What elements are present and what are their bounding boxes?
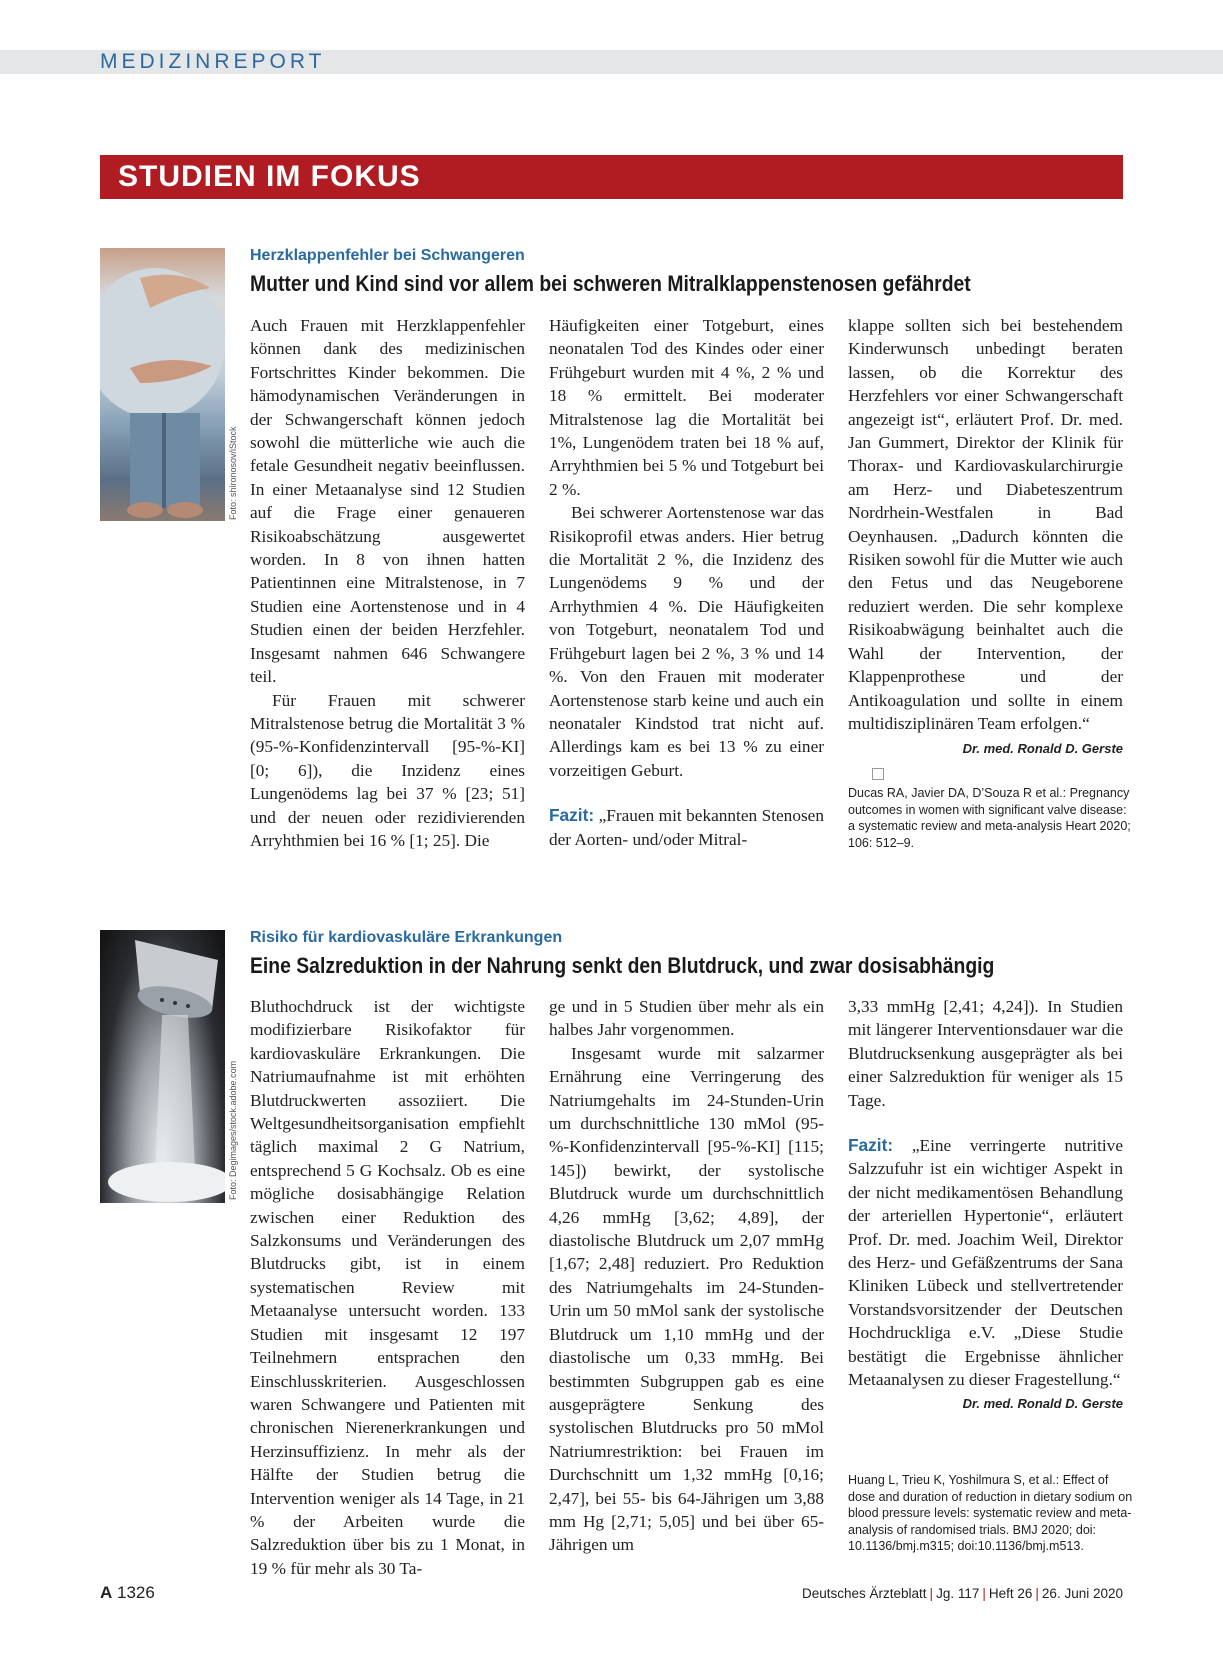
footer-citation	[802, 1586, 1123, 1601]
separator: |	[982, 1586, 986, 1601]
separator: |	[1035, 1586, 1039, 1601]
article2-kicker: Risiko für kardiovaskuläre Erkrankungen	[250, 929, 563, 946]
article2-paragraph: Insgesamt wurde mit salzarmer Ernährung eine Verringerung des Natriumgehalts im 24-Stunden-Urin um durchschnittliche 130 mMol (95-%-Konfidenzintervall [95-%-KI] [115; 145]) bewirkt, der systolische Blutdruck wurde um durchschnittlich 4,26 mmHg [3,62; 4,89], der diastolische Blutdruck um 2,07 mmHg [1,67; 2,48] reduziert. Pro Reduktion des Natriumgehalts im 24-Stunden-Urin um 50 mMol sank der systolische Blutdruck um 1,10 mmHg und der diastolische um 0,33 mmHg. Bei bestimmten Subgruppen gab es eine ausgeprägtere Senkung des systolischen Blutdrucks pro 50 mMol Natriumrestriktion: bei Frauen im Durchschnitt um 1,32 mmHg [0,16; 2,47], bei 55- bis 64-Jährigen um 3,88 mm Hg [2,71; 5,05] und bei über 65-Jährigen um	[549, 1043, 824, 1555]
photo-credit-2: Foto: Degimages/stock.adobe.com	[228, 1060, 238, 1200]
volume: Jg. 117	[936, 1586, 980, 1601]
article1-paragraph: Häufigkeiten einer Totgeburt, eines neonatalen Tod des Kindes oder einer Frühgeburt wurden mit 4 %, 2 % und 18 % ermittelt. Bei moderater Mitralstenose lag die Mortalität bei 1%, Lungenödem traten bei 18 % auf, Arryhthmien bei 5 % und Totgeburt bei 2 %.	[549, 316, 824, 499]
banner-title: STUDIEN IM FOKUS	[118, 160, 421, 193]
page-number-value: 1326	[117, 1583, 155, 1602]
banner	[100, 155, 1123, 199]
pregnancy-photo	[100, 248, 225, 521]
page-prefix: A	[100, 1583, 113, 1602]
article2-headline: Eine Salzreduktion in der Nahrung senkt den Blutdruck, und zwar dosisabhängig	[250, 953, 995, 978]
fazit-label: Fazit:	[848, 1135, 894, 1156]
issue-date: 26. Juni 2020	[1041, 1586, 1123, 1601]
article1-fazit	[549, 804, 824, 851]
issue: Heft 26	[988, 1586, 1033, 1601]
article1-paragraph: Auch Frauen mit Herzklappenfehler können dank des medizinischen Fortschrittes Kinder bekommen. Die hämodynamischen Veränderungen in der Schwangerschaft können jedoch sowohl die mütterliche wie auch die fetale Gesundheit negativ beeinflussen. In einer Metaanalyse sind 12 Studien auf die Frage einer genaueren Risikoabschätzung ausgewertet worden. In 8 von ihnen hatten Patientinnen eine Mitralstenose, in 7 Studien eine Aortenstenose und in 4 Studien einen der beiden Herzfehler. Insgesamt nahmen 646 Schwangere teil.	[250, 316, 525, 687]
pregnancy-illustration	[100, 248, 225, 521]
article1-column-1	[250, 314, 525, 852]
article2-fazit	[848, 1134, 1123, 1411]
article1-column-3	[848, 314, 1123, 761]
article1-author: Dr. med. Ronald D. Gerste	[962, 741, 1123, 757]
salt-shaker-photo	[100, 930, 225, 1203]
article1-column-2	[549, 314, 824, 851]
article2-column-1	[250, 995, 525, 1580]
salt-shaker-illustration	[100, 930, 225, 1203]
section-label: MEDIZINREPORT	[100, 50, 326, 73]
photo-credit-1: Foto: shironosov/iStock	[228, 426, 238, 520]
journal-name: Deutsches Ärzteblatt	[801, 1586, 927, 1601]
article2-column-2	[549, 995, 824, 1557]
reference-box-icon	[872, 768, 884, 780]
article2-paragraph: Bluthochdruck ist der wichtigste modifizierbare Risikofaktor für kardiovaskuläre Erkrankungen. Die Natriumaufnahme ist mit erhöhten Blutdruckwerten assoziiert. Die Weltgesundheitsorganisation empfiehlt täglich maximal 2 G Natrium, entsprechend 5 G Kochsalz. Ob es eine mögliche dosisabhängige Relation zwischen einer Reduktion des Salzkonsums und Veränderungen des Blutdrucks gibt, ist in einem systematischen Review mit Metaanalyse untersucht worden. 133 Studien mit insgesamt 12 197 Teilnehmern entsprachen den Einschlusskriterien. Ausgeschlossen waren Schwangere und Patienten mit chronischen Nierenerkrankungen und Herzinsuffizienz. In mehr als der Hälfte der Studien betrug die Intervention weniger als 14 Tage, in 21 % der Arbeiten wurde die Salzreduktion über bis zu 1 Monat, in 19 % für mehr als 30 Ta-	[250, 997, 525, 1578]
article2-paragraph: 3,33 mmHg [2,41; 4,24]). In Studien mit längerer Interventionsdauer war die Blutdrucksenkung ausgeprägter als bei einer Salzreduktion für weniger als 15 Tage.	[848, 997, 1123, 1110]
article2-paragraph: ge und in 5 Studien über mehr als ein halbes Jahr vorgenommen.	[549, 997, 824, 1040]
fazit-text: „Frauen mit bekannten Stenosen der Aorten- und/oder Mitral-	[549, 806, 824, 849]
article1-paragraph: Bei schwerer Aortenstenose war das Risikoprofil etwas anders. Hier betrug die Mortalität 2 %, die Inzidenz des Lungenödems 9 % und der Arrhythmien 4 %. Die Häufigkeiten von Totgeburt, neonatalem Tod und Frühgeburt lagen bei 2 %, 3 % und 14 %. Von den Frauen mit moderater Aortenstenose starb keine und auch ein neonataler Kindstod trat nicht auf. Allerdings kam es bei 13 % zu einer vorzeitigen Geburt.	[549, 503, 824, 780]
article1-headline: Mutter und Kind sind vor allem bei schweren Mitralklappenstenosen gefährdet	[250, 271, 971, 296]
fazit-text: „Eine verringerte nutritive Salzzufuhr ist ein wichtiger Aspekt in der nicht medikamentösen Behandlung der arteriellen Hypertonie“, erläutert Prof. Dr. med. Joachim Weil, Direktor des Herz- und Gefäßzentrums der Sana Kliniken Lübeck und stellvertretender Vorstandsvorsitzender der Deutschen Hochdruckliga e.V. „Diese Studie bestätigt die Ergebnisse ähnlicher Metaanalysen zu dieser Fragestellung.“	[848, 1136, 1123, 1390]
fazit-label: Fazit:	[549, 805, 595, 826]
article2-author: Dr. med. Ronald D. Gerste	[962, 1395, 1123, 1411]
article2-reference: Huang L, Trieu K, Yoshilmura S, et al.: Effect of dose and duration of reduction in dietary sodium on blood pressure levels: systematic review and meta-analysis of randomised trials. BMJ 2020; doi: 10.1136/bmj.m315; doi:10.1136/bmj.m513.	[848, 1473, 1133, 1553]
page-number	[100, 1583, 155, 1603]
article2-column-3	[848, 995, 1123, 1415]
article1-kicker: Herzklappenfehler bei Schwangeren	[250, 247, 525, 264]
article1-reference: Ducas RA, Javier DA, D’Souza R et al.: Pregnancy outcomes in women with significant valve disease: a systematic review and meta-analysis Heart 2020; 106: 512–9.	[848, 786, 1131, 850]
separator: |	[929, 1586, 934, 1601]
article1-paragraph: Für Frauen mit schwerer Mitralstenose betrug die Mortalität 3 % (95-%-Konfidenzintervall [95-%-KI] [0; 6]), die Inzidenz eines Lungenödems lag bei 37 % [23; 51] und der neuen oder rezidivierenden Arryhthmien bei 16 % [1; 25]. Die	[250, 690, 525, 850]
article1-paragraph: klappe sollten sich bei bestehendem Kinderwunsch unbedingt beraten lassen, ob die Korrektur des Herzfehlers vor einer Schwangerschaft angezeigt ist“, erläutert Prof. Dr. med. Jan Gummert, Direktor der Klinik für Thorax- und Kardiovaskularchirurgie am Herz- und Diabeteszentrum Nordrhein-Westfalen in Bad Oeynhausen. „Dadurch könnten die Risiken sowohl für die Mutter wie auch den Fetus und das Neugeborene reduziert werden. Die sehr komplexe Risikoabwägung beinhaltet auch die Wahl der Intervention, der Klappenprothese und der Antikoagulation und sollte in einem multidisziplinären Team erfolgen.“	[848, 316, 1123, 733]
